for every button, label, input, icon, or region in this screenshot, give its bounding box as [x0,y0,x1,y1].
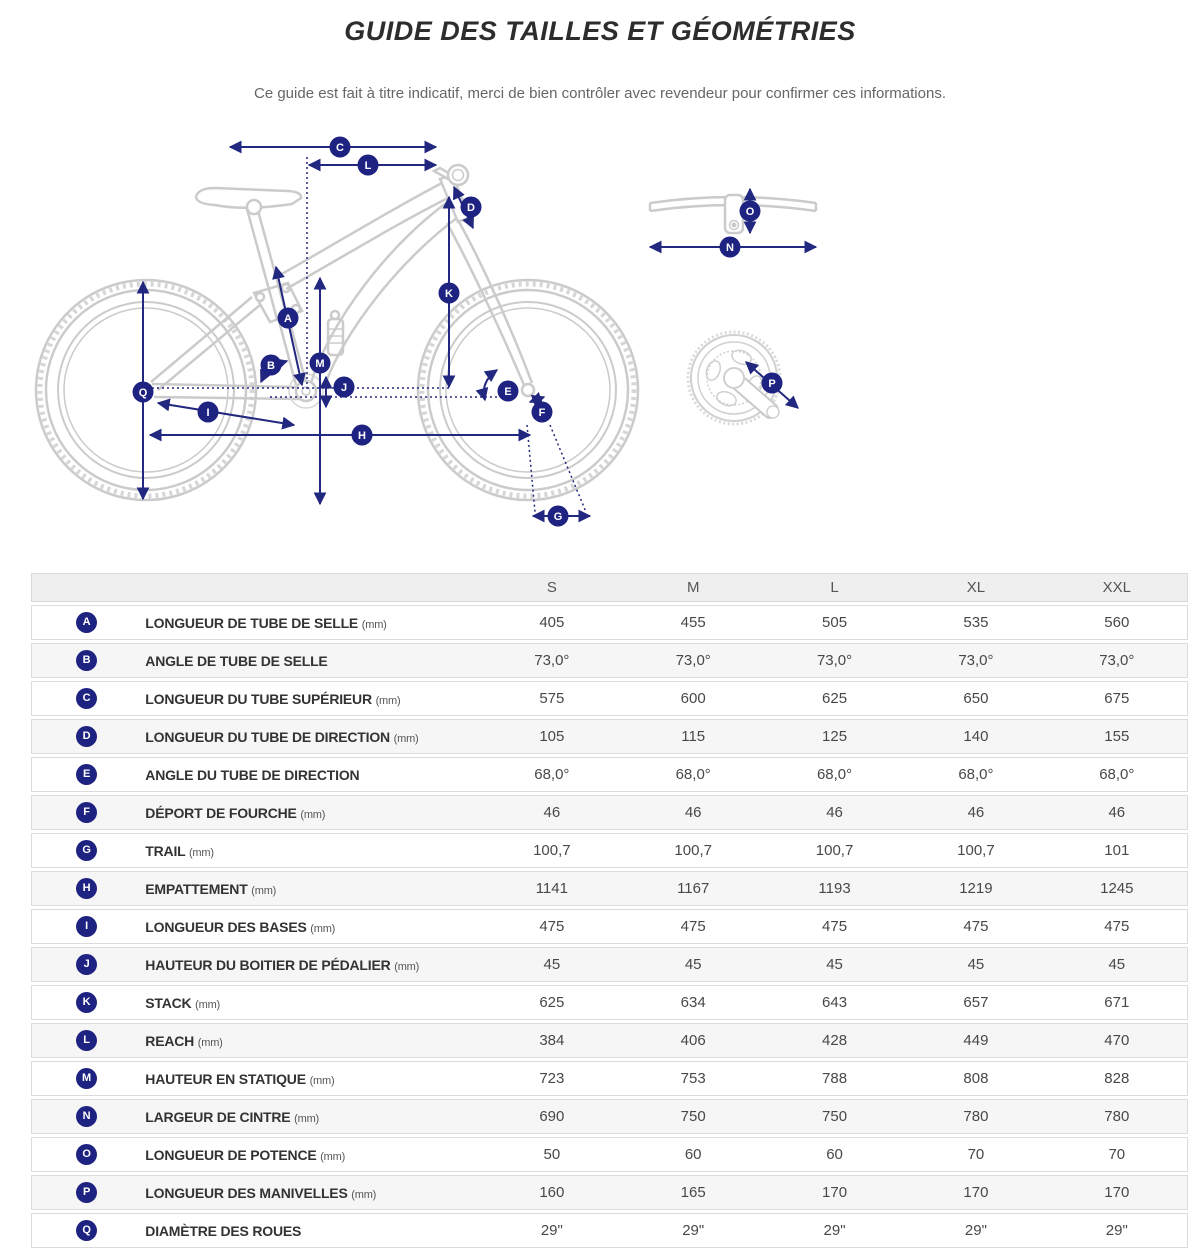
arrow-head-angle-E [484,370,497,400]
row-unit: (mm) [320,1150,346,1163]
row-label-cell [141,947,481,982]
marker-N [720,237,741,258]
value-cell: 105 [481,719,622,754]
row-label: EMPATTEMENT [145,880,248,897]
value-cell: 115 [623,719,764,754]
value-cell: 29" [764,1213,905,1248]
row-label-cell [141,605,481,640]
value-cell: 60 [623,1137,764,1172]
marker-A [278,308,299,329]
value-cell: 405 [481,605,622,640]
value-cell: 68,0° [905,757,1046,792]
row-label: LONGUEUR DE TUBE DE SELLE [145,614,359,631]
page-title: GUIDE DES TAILLES ET GÉOMÉTRIES [344,16,856,46]
value-cell: 750 [764,1099,905,1134]
marker-letter-m: M [315,358,325,370]
value-cell: 535 [905,605,1046,640]
row-label-cell [141,795,481,830]
marker-B [261,355,282,376]
row-label: REACH [145,1032,195,1049]
row-label: LONGUEUR DE POTENCE [145,1146,317,1163]
marker-E [498,381,519,402]
value-cell: 45 [905,947,1046,982]
value-cell: 657 [905,985,1046,1020]
badge-cell [31,795,141,830]
value-cell: 1193 [764,871,905,906]
badge-cell [31,1023,141,1058]
row-label-cell [141,1175,481,1210]
value-cell: 68,0° [764,757,905,792]
geometry-diagram [30,125,900,555]
value-cell: 788 [764,1061,905,1096]
value-cell: 671 [1047,985,1188,1020]
value-cell: 45 [1047,947,1188,982]
marker-letter-a: A [284,313,292,325]
marker-M [310,353,331,374]
row-label: HAUTEUR DU BOITIER DE PÉDALIER [145,956,391,973]
table-row-O [31,1137,1188,1172]
row-label-cell [141,833,481,868]
value-cell: 29" [905,1213,1046,1248]
row-badge: D [76,726,97,747]
value-cell: 455 [623,605,764,640]
value-cell: 73,0° [905,643,1046,678]
table-row-I [31,909,1188,944]
value-cell: 625 [764,681,905,716]
value-cell: 675 [1047,681,1188,716]
row-label: ANGLE DE TUBE DE SELLE [145,652,328,669]
geometry-diagram-svg [30,125,900,555]
marker-letter-c: C [336,142,344,154]
value-cell: 475 [481,909,622,944]
value-cell: 140 [905,719,1046,754]
row-unit: (mm) [188,846,214,859]
value-cell: 70 [1047,1137,1188,1172]
value-cell: 808 [905,1061,1046,1096]
row-label-cell [141,681,481,716]
row-label: HAUTEUR EN STATIQUE [145,1070,306,1087]
value-cell: 625 [481,985,622,1020]
marker-letter-k: K [445,288,453,300]
value-cell: 470 [1047,1023,1188,1058]
marker-letter-e: E [504,386,512,398]
marker-Q [133,382,154,403]
badge-cell [31,1213,141,1248]
marker-I [198,402,219,423]
marker-F [532,402,553,423]
marker-K [439,283,460,304]
row-label: LONGUEUR DES BASES [145,918,307,935]
row-badge: N [76,1106,97,1127]
marker-letter-q: Q [138,387,148,399]
row-label-cell [141,871,481,906]
value-cell: 475 [623,909,764,944]
row-label-cell [141,1023,481,1058]
row-badge: Q [76,1220,97,1241]
value-cell: 46 [623,795,764,830]
value-cell: 73,0° [764,643,905,678]
table-row-G [31,833,1188,868]
row-unit: (mm) [310,922,336,935]
value-cell: 634 [623,985,764,1020]
badge-cell [31,1175,141,1210]
badge-cell [31,985,141,1020]
table-row-C [31,681,1188,716]
row-label: ANGLE DU TUBE DE DIRECTION [145,766,360,783]
badge-cell [31,909,141,944]
badge-cell [31,605,141,640]
value-cell: 73,0° [623,643,764,678]
value-cell: 780 [905,1099,1046,1134]
marker-letter-n: N [726,242,734,254]
value-cell: 449 [905,1023,1046,1058]
value-cell: 753 [623,1061,764,1096]
front-wheel [418,280,638,500]
row-unit: (mm) [195,998,221,1011]
value-cell: 1245 [1047,871,1188,906]
row-label: LONGUEUR DES MANIVELLES [145,1184,348,1201]
row-badge: B [76,650,97,671]
table-row-A [31,605,1188,640]
table-row-F [31,795,1188,830]
value-cell: 384 [481,1023,622,1058]
row-badge: K [76,992,97,1013]
row-badge: L [76,1030,97,1051]
value-cell: 100,7 [764,833,905,868]
value-cell: 575 [481,681,622,716]
row-label-cell [141,643,481,678]
value-cell: 505 [764,605,905,640]
value-cell: 155 [1047,719,1188,754]
value-cell: 73,0° [1047,643,1188,678]
value-cell: 475 [764,909,905,944]
value-cell: 60 [764,1137,905,1172]
row-badge: F [76,802,97,823]
table-row-P [31,1175,1188,1210]
value-cell: 46 [1047,795,1188,830]
row-unit: (mm) [361,618,387,631]
row-label-cell [141,909,481,944]
table-row-K [31,985,1188,1020]
marker-O [740,201,761,222]
value-cell: 475 [905,909,1046,944]
value-cell: 70 [905,1137,1046,1172]
badge-cell [31,1061,141,1096]
row-label: LARGEUR DE CINTRE [145,1108,291,1125]
value-cell: 780 [1047,1099,1188,1134]
row-unit: (mm) [394,960,420,973]
marker-G [548,506,569,527]
marker-C [330,137,351,158]
table-row-L [31,1023,1188,1058]
badge-cell [31,643,141,678]
table-row-B [31,643,1188,678]
row-badge: J [76,954,97,975]
row-unit: (mm) [393,732,419,745]
marker-letter-p: P [768,378,776,390]
badge-cell [31,947,141,982]
row-badge: G [76,840,97,861]
row-badge: H [76,878,97,899]
table-row-E [31,757,1188,792]
marker-letter-d: D [467,202,475,214]
value-cell: 45 [623,947,764,982]
value-cell: 170 [1047,1175,1188,1210]
value-cell: 828 [1047,1061,1188,1096]
value-cell: 46 [481,795,622,830]
value-cell: 1141 [481,871,622,906]
value-cell: 160 [481,1175,622,1210]
value-cell: 100,7 [905,833,1046,868]
row-label-cell [141,985,481,1020]
row-badge: M [76,1068,97,1089]
size-header-s: S [481,573,622,602]
size-header-empty [31,573,481,602]
value-cell: 73,0° [481,643,622,678]
size-header-xl: XL [905,573,1046,602]
marker-letter-f: F [538,407,546,419]
row-label-cell [141,1099,481,1134]
value-cell: 100,7 [481,833,622,868]
badge-cell [31,871,141,906]
value-cell: 29" [481,1213,622,1248]
value-cell: 29" [623,1213,764,1248]
row-unit: (mm) [300,808,326,821]
geometry-table [31,570,1188,1251]
value-cell: 68,0° [623,757,764,792]
value-cell: 650 [905,681,1046,716]
marker-letter-j: J [340,382,348,394]
row-badge: O [76,1144,97,1165]
table-row-D [31,719,1188,754]
value-cell: 750 [623,1099,764,1134]
value-cell: 170 [905,1175,1046,1210]
size-header-m: M [623,573,764,602]
size-header-row [31,573,1188,602]
row-label: TRAIL [145,842,186,859]
value-cell: 50 [481,1137,622,1172]
value-cell: 45 [481,947,622,982]
value-cell: 643 [764,985,905,1020]
table-row-M [31,1061,1188,1096]
badge-cell [31,719,141,754]
row-unit: (mm) [251,884,277,897]
marker-letter-b: B [267,360,275,372]
marker-P [762,373,783,394]
badge-cell [31,757,141,792]
row-badge: I [76,916,97,937]
page-subtitle: Ce guide est fait à titre indicatif, merci de bien contrôler avec revendeur pour confirmer ces informations. [254,85,946,102]
geometry-table-grid [31,570,1188,1251]
value-cell: 46 [905,795,1046,830]
marker-letter-o: O [745,206,755,218]
value-cell: 1167 [623,871,764,906]
value-cell: 165 [623,1175,764,1210]
marker-H [352,425,373,446]
badge-cell [31,1099,141,1134]
badge-cell [31,833,141,868]
row-label-cell [141,757,481,792]
row-badge: P [76,1182,97,1203]
value-cell: 68,0° [1047,757,1188,792]
badge-cell [31,681,141,716]
table-row-N [31,1099,1188,1134]
handlebar-drawing [650,195,816,233]
marker-L [358,155,379,176]
value-cell: 170 [764,1175,905,1210]
value-cell: 475 [1047,909,1188,944]
value-cell: 1219 [905,871,1046,906]
row-badge: C [76,688,97,709]
marker-letter-l: L [364,160,372,172]
arrow-fork-offset-F [530,397,544,402]
marker-letter-h: H [358,430,366,442]
row-label-cell [141,719,481,754]
table-row-Q [31,1213,1188,1248]
value-cell: 428 [764,1023,905,1058]
bike-drawing [36,165,638,500]
value-cell: 690 [481,1099,622,1134]
size-header-xxl: XXL [1047,573,1188,602]
row-label-cell [141,1061,481,1096]
row-label: DÉPORT DE FOURCHE [145,804,297,821]
row-label: STACK [145,994,192,1011]
value-cell: 723 [481,1061,622,1096]
value-cell: 101 [1047,833,1188,868]
value-cell: 406 [623,1023,764,1058]
row-badge: A [76,612,97,633]
marker-letter-i: I [206,407,210,419]
row-unit: (mm) [309,1074,335,1087]
row-unit: (mm) [351,1188,377,1201]
table-row-H [31,871,1188,906]
row-unit: (mm) [294,1112,320,1125]
marker-letter-g: G [553,511,563,523]
value-cell: 45 [764,947,905,982]
value-cell: 560 [1047,605,1188,640]
badge-cell [31,1137,141,1172]
marker-D [461,197,482,218]
value-cell: 600 [623,681,764,716]
row-unit: (mm) [375,694,401,707]
value-cell: 68,0° [481,757,622,792]
size-header-l: L [764,573,905,602]
row-label-cell [141,1137,481,1172]
row-label: LONGUEUR DU TUBE DE DIRECTION [145,728,390,745]
value-cell: 29" [1047,1213,1188,1248]
row-badge: E [76,764,97,785]
value-cell: 100,7 [623,833,764,868]
value-cell: 125 [764,719,905,754]
value-cell: 46 [764,795,905,830]
row-label: DIAMÈTRE DES ROUES [145,1222,302,1239]
table-row-J [31,947,1188,982]
row-unit: (mm) [197,1036,223,1049]
marker-J [334,377,355,398]
row-label-cell [141,1213,481,1248]
row-label: LONGUEUR DU TUBE SUPÉRIEUR [145,690,372,707]
